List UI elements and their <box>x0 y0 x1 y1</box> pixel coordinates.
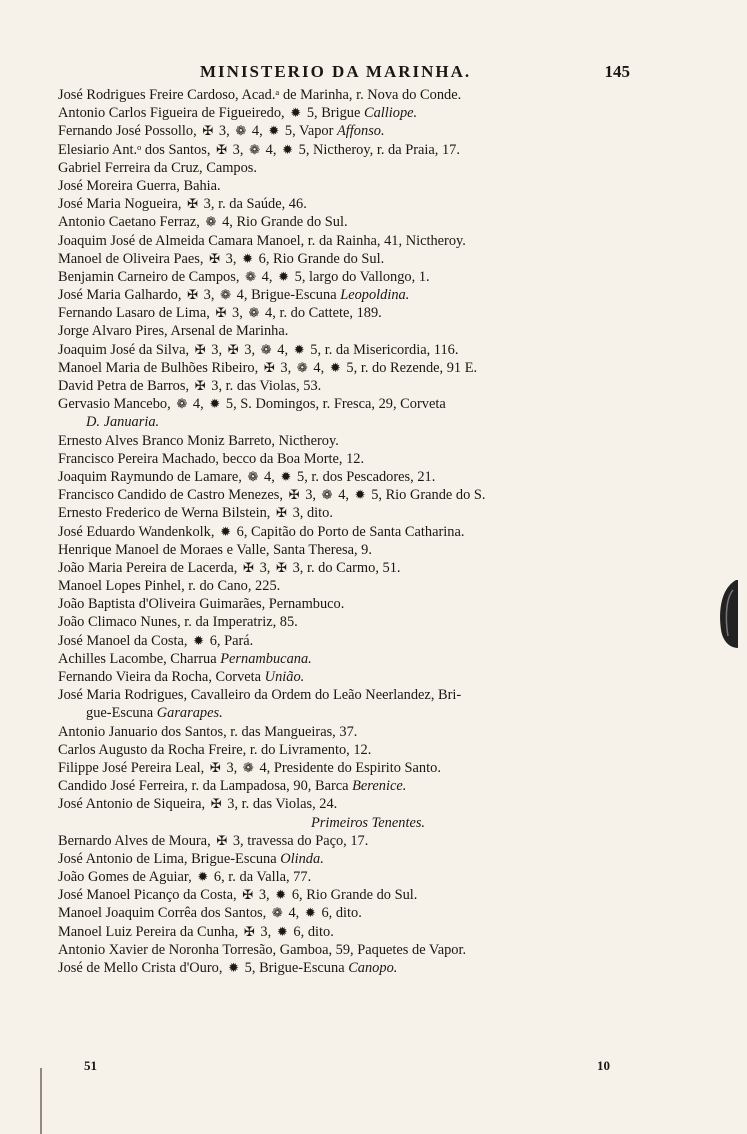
list-entry <box>58 868 638 886</box>
entry-italic-text: Primeiros Tenentes. <box>310 814 426 831</box>
page-footer <box>60 1058 610 1078</box>
entry-text: 3, r. das Violas, 53. <box>207 378 322 394</box>
entry-text: Gervasio Mancebo, <box>58 396 175 413</box>
entry-text: Achilles Lacombe, Charrua <box>58 650 221 667</box>
entry-text: 3, <box>256 923 275 940</box>
entry-text: 4, <box>258 268 277 285</box>
entry-text: José Manoel da Costa, <box>58 632 192 649</box>
entry-text: Manoel Luiz Pereira da Cunha, <box>58 923 242 940</box>
entry-text: Francisco Pereira Machado, becco da Boa Morte, 12. <box>58 450 365 467</box>
star-order-icon: ✹ <box>304 905 316 921</box>
entry-text: 3, <box>301 487 320 504</box>
rose-order-icon: ❁ <box>260 341 272 357</box>
rose-order-icon: ❁ <box>235 123 247 139</box>
star-order-icon: ✹ <box>280 468 292 484</box>
entry-text: 5, Nictheroy, r. da Praia, 17. <box>295 141 460 158</box>
entry-text: 6, Capitão do Porto de Santa Catharina. <box>233 523 465 540</box>
list-entry <box>58 795 638 813</box>
cross-order-icon: ✠ <box>187 287 199 303</box>
cross-order-icon: ✠ <box>243 559 254 575</box>
cross-order-icon: ✠ <box>216 141 227 157</box>
page-title: MINISTERIO DA MARINHA. <box>200 62 472 81</box>
star-order-icon: ✹ <box>282 141 293 157</box>
entry-text: José Maria Galhardo, <box>58 287 186 304</box>
entry-italic-text: Leopoldina. <box>340 287 410 304</box>
cross-order-icon: ✠ <box>202 123 214 139</box>
list-entry <box>58 450 638 468</box>
entry-text: Fernando José Possollo, <box>58 123 201 140</box>
entry-italic-text: Olinda. <box>280 850 324 867</box>
cross-order-icon: ✠ <box>288 487 300 503</box>
rose-order-icon: ❁ <box>247 468 259 484</box>
entry-text: 3, <box>240 341 259 358</box>
star-order-icon: ✹ <box>242 250 254 266</box>
entry-text: 3, <box>255 559 274 576</box>
list-entry <box>58 86 638 104</box>
entry-text: 4, <box>334 487 353 504</box>
entry-text: 4, <box>284 905 303 922</box>
list-entry <box>58 468 638 486</box>
rose-order-icon: ❁ <box>321 487 333 503</box>
cross-order-icon: ✠ <box>243 923 255 939</box>
star-order-icon: ✹ <box>329 359 341 375</box>
entry-text: Candido José Ferreira, r. da Lampadosa, 90, Barca <box>58 778 353 795</box>
entry-text: 5, S. Domingos, r. Fresca, 29, Corveta <box>222 396 446 413</box>
list-entry <box>58 268 638 286</box>
list-entry <box>58 832 638 850</box>
entry-text: Manoel Maria de Bulhões Ribeiro, <box>58 359 262 376</box>
entry-text: 6, dito. <box>289 923 334 940</box>
signature-mark-left: 51 <box>84 1058 97 1073</box>
list-entry <box>58 195 638 213</box>
entry-italic-text: Canopo. <box>348 960 398 976</box>
list-entry <box>58 886 638 904</box>
list-entry <box>58 850 638 868</box>
entry-text: José de Mello Crista d'Ouro, <box>58 960 227 976</box>
list-entry <box>58 104 638 122</box>
list-entry <box>58 904 638 922</box>
margin-rule <box>40 1068 42 1134</box>
cross-order-icon: ✠ <box>209 250 221 266</box>
entry-text: 5, Brigue <box>303 105 364 122</box>
list-entry <box>58 377 638 395</box>
entry-italic-text: Affonso. <box>337 123 385 140</box>
entry-text: 5, Rio Grande do S. <box>367 487 486 504</box>
entry-text: Manoel Joaquim Corrêa dos Santos, <box>58 905 270 922</box>
entry-text: Joaquim Raymundo de Lamare, <box>58 468 246 485</box>
entry-text: 3, dito. <box>288 505 333 522</box>
entry-text: 4, Rio Grande do Sul. <box>218 214 348 231</box>
entry-text: 5, largo do Vallongo, 1. <box>291 268 430 285</box>
star-order-icon: ✹ <box>276 923 288 939</box>
page-header <box>60 62 630 84</box>
star-order-icon: ✹ <box>228 960 240 975</box>
entry-text: José Antonio de Siqueira, <box>58 796 209 813</box>
list-entry <box>58 595 638 613</box>
entry-text: 5, r. do Rezende, 91 E. <box>342 359 478 376</box>
entry-italic-text: D. Januaria. <box>86 414 160 431</box>
list-entry <box>58 941 638 959</box>
star-order-icon: ✹ <box>197 869 209 885</box>
cross-order-icon: ✠ <box>215 305 227 321</box>
entry-text: 3, <box>200 287 219 304</box>
entry-text: 3, <box>215 123 234 140</box>
list-entry <box>58 250 638 268</box>
entry-text: 3, <box>255 887 274 904</box>
cross-order-icon: ✠ <box>276 505 287 521</box>
entry-text: Henrique Manoel de Moraes e Valle, Santa Theresa, 9. <box>58 541 372 558</box>
entry-text: Joaquim José da Silva, <box>58 341 193 358</box>
rose-order-icon: ❁ <box>220 287 232 303</box>
list-entry <box>58 395 638 413</box>
list-entry <box>58 741 638 759</box>
entry-text: Elesiario Ant.ᵒ dos Santos, <box>58 141 215 158</box>
entry-text: Ernesto Alves Branco Moniz Barreto, Nictheroy. <box>58 432 339 449</box>
list-entry <box>58 286 638 304</box>
list-entry <box>58 232 638 250</box>
list-entry <box>58 650 638 668</box>
cross-order-icon: ✠ <box>187 196 199 212</box>
entry-text: 4, <box>260 468 279 485</box>
list-entry <box>58 668 638 686</box>
entry-text: Antonio Carlos Figueira de Figueiredo, <box>58 105 289 122</box>
entry-text: 4, r. do Cattete, 189. <box>261 305 382 322</box>
entry-text: Jorge Alvaro Pires, Arsenal de Marinha. <box>58 323 289 340</box>
star-order-icon: ✹ <box>209 396 221 412</box>
entry-text: 4, Brigue-Escuna <box>233 287 341 304</box>
list-entry <box>58 504 638 522</box>
entry-text: José Rodrigues Freire Cardoso, Acad.ᵃ de Marinha, r. Nova do Conde. <box>58 87 462 103</box>
star-order-icon: ✹ <box>290 105 302 121</box>
officer-list <box>58 86 638 977</box>
entry-text: Filippe José Pereira Leal, <box>58 759 208 776</box>
entry-text: David Petra de Barros, <box>58 378 193 394</box>
entry-text: 3, <box>229 141 248 158</box>
entry-text: 4, <box>273 341 292 358</box>
entry-text: gue-Escuna <box>86 705 157 722</box>
star-order-icon: ✹ <box>275 887 287 903</box>
cross-order-icon: ✠ <box>227 341 239 357</box>
entry-text: Benjamin Carneiro de Campos, <box>58 268 244 285</box>
entry-text: Bernardo Alves de Moura, <box>58 832 215 849</box>
entry-text: 3, r. das Violas, 24. <box>223 796 338 813</box>
list-entry <box>58 959 638 977</box>
cross-order-icon: ✠ <box>194 378 206 393</box>
rose-order-icon: ❁ <box>248 305 260 321</box>
entry-italic-text: Gararapes. <box>156 705 223 722</box>
entry-text: Antonio Caetano Ferraz, <box>58 214 204 231</box>
entry-italic-text: União. <box>264 669 305 685</box>
entry-text: João Maria Pereira de Lacerda, <box>58 559 241 576</box>
entry-text: 3, <box>228 305 247 322</box>
list-entry <box>58 322 638 340</box>
list-entry <box>58 704 638 722</box>
signature-mark-right: 10 <box>597 1058 610 1073</box>
list-entry <box>58 432 638 450</box>
entry-text: João Climaco Nunes, r. da Imperatriz, 85. <box>58 614 298 631</box>
entry-text: 6, r. da Valla, 77. <box>210 869 312 886</box>
star-order-icon: ✹ <box>354 487 366 503</box>
rose-order-icon: ❁ <box>242 759 254 775</box>
entry-text: Francisco Candido de Castro Menezes, <box>58 487 287 504</box>
entry-text: Fernando Vieira da Rocha, Corveta <box>58 669 265 685</box>
entry-text: 3, <box>276 359 295 376</box>
list-entry <box>58 759 638 777</box>
entry-text: Ernesto Frederico de Werna Bilstein, <box>58 505 274 522</box>
entry-text: Manoel Lopes Pinhel, r. do Cano, 225. <box>58 578 281 595</box>
entry-text: Joaquim José de Almeida Camara Manoel, r. da Rainha, 41, Nictheroy. <box>58 232 466 249</box>
section-heading <box>58 814 638 832</box>
entry-text: 5, Brigue-Escuna <box>241 960 349 976</box>
entry-text: 6, Rio Grande do Sul. <box>255 250 385 267</box>
entry-text: Fernando Lasaro de Lima, <box>58 305 214 322</box>
rose-order-icon: ❁ <box>271 905 283 921</box>
star-order-icon: ✹ <box>220 523 231 539</box>
cross-order-icon: ✠ <box>242 887 254 903</box>
entry-text: 4, <box>262 141 281 158</box>
entry-text: Carlos Augusto da Rocha Freire, r. do Livramento, 12. <box>58 741 372 758</box>
entry-italic-text: Pernambucana. <box>220 650 312 667</box>
entry-italic-text: Berenice. <box>352 778 407 795</box>
entry-text: Antonio Xavier de Noronha Torresão, Gamboa, 59, Paquetes de Vapor. <box>58 941 467 958</box>
star-order-icon: ✹ <box>278 268 289 284</box>
list-entry <box>58 213 638 231</box>
rose-order-icon: ❁ <box>205 214 217 230</box>
list-entry <box>58 559 638 577</box>
list-entry <box>58 541 638 559</box>
entry-italic-text: Calliope. <box>363 105 418 122</box>
cross-order-icon: ✠ <box>216 832 228 848</box>
list-entry <box>58 122 638 140</box>
rose-order-icon: ❁ <box>249 141 260 157</box>
cross-order-icon: ✠ <box>210 796 222 812</box>
list-entry <box>58 723 638 741</box>
entry-text: 6, Rio Grande do Sul. <box>288 887 418 904</box>
entry-text: João Gomes de Aguiar, <box>58 869 196 886</box>
entry-text: 6, dito. <box>317 905 362 922</box>
cross-order-icon: ✠ <box>194 341 206 357</box>
entry-text: José Manoel Picanço da Costa, <box>58 887 241 904</box>
page-number: 145 <box>604 62 630 81</box>
cross-order-icon: ✠ <box>209 759 221 775</box>
entry-text: 5, r. da Misericordia, 116. <box>306 341 459 358</box>
entry-text: 4, Presidente do Espirito Santo. <box>255 759 441 776</box>
cross-order-icon: ✠ <box>276 559 287 575</box>
list-entry <box>58 613 638 631</box>
list-entry <box>58 777 638 795</box>
entry-text: João Baptista d'Oliveira Guimarães, Pernambuco. <box>58 596 345 613</box>
entry-text: Gabriel Ferreira da Cruz, Campos. <box>58 159 258 176</box>
entry-text: 3, <box>222 250 241 267</box>
rose-order-icon: ❁ <box>245 268 256 284</box>
entry-text: 3, r. do Carmo, 51. <box>288 559 401 576</box>
entry-text: 4, <box>309 359 328 376</box>
entry-text: 4, <box>248 123 267 140</box>
list-entry <box>58 923 638 941</box>
cross-order-icon: ✠ <box>263 359 275 375</box>
list-entry <box>58 304 638 322</box>
entry-text: 4, <box>189 396 208 413</box>
list-entry <box>58 359 638 377</box>
entry-text: 3, travessa do Paço, 17. <box>229 832 369 849</box>
list-entry <box>58 577 638 595</box>
entry-text: 5, Vapor <box>281 123 338 140</box>
entry-text: 3, <box>222 759 241 776</box>
list-entry <box>58 341 638 359</box>
rose-order-icon: ❁ <box>176 396 188 412</box>
entry-text: Manoel de Oliveira Paes, <box>58 250 208 267</box>
star-order-icon: ✹ <box>193 632 205 648</box>
entry-text: José Eduardo Wandenkolk, <box>58 523 219 540</box>
entry-text: José Maria Nogueira, <box>58 196 186 213</box>
list-entry <box>58 486 638 504</box>
list-entry <box>58 141 638 159</box>
entry-text: 3, <box>207 341 226 358</box>
list-entry <box>58 413 638 431</box>
entry-text: José Antonio de Lima, Brigue-Escuna <box>58 850 281 867</box>
star-order-icon: ✹ <box>268 123 280 139</box>
list-entry <box>58 523 638 541</box>
list-entry <box>58 632 638 650</box>
list-entry <box>58 177 638 195</box>
star-order-icon: ✹ <box>293 341 305 357</box>
list-entry <box>58 686 638 704</box>
entry-text: 6, Pará. <box>206 632 254 649</box>
entry-text: José Maria Rodrigues, Cavalleiro da Ordem do Leão Neerlandez, Bri- <box>58 687 462 704</box>
entry-text: 3, r. da Saúde, 46. <box>200 196 307 213</box>
page-edge-thumb-tab <box>718 578 740 650</box>
entry-text: José Moreira Guerra, Bahia. <box>58 177 221 194</box>
entry-text: Antonio Januario dos Santos, r. das Mangueiras, 37. <box>58 723 358 740</box>
list-entry <box>58 159 638 177</box>
entry-text: 5, r. dos Pescadores, 21. <box>293 468 436 485</box>
rose-order-icon: ❁ <box>296 359 308 375</box>
